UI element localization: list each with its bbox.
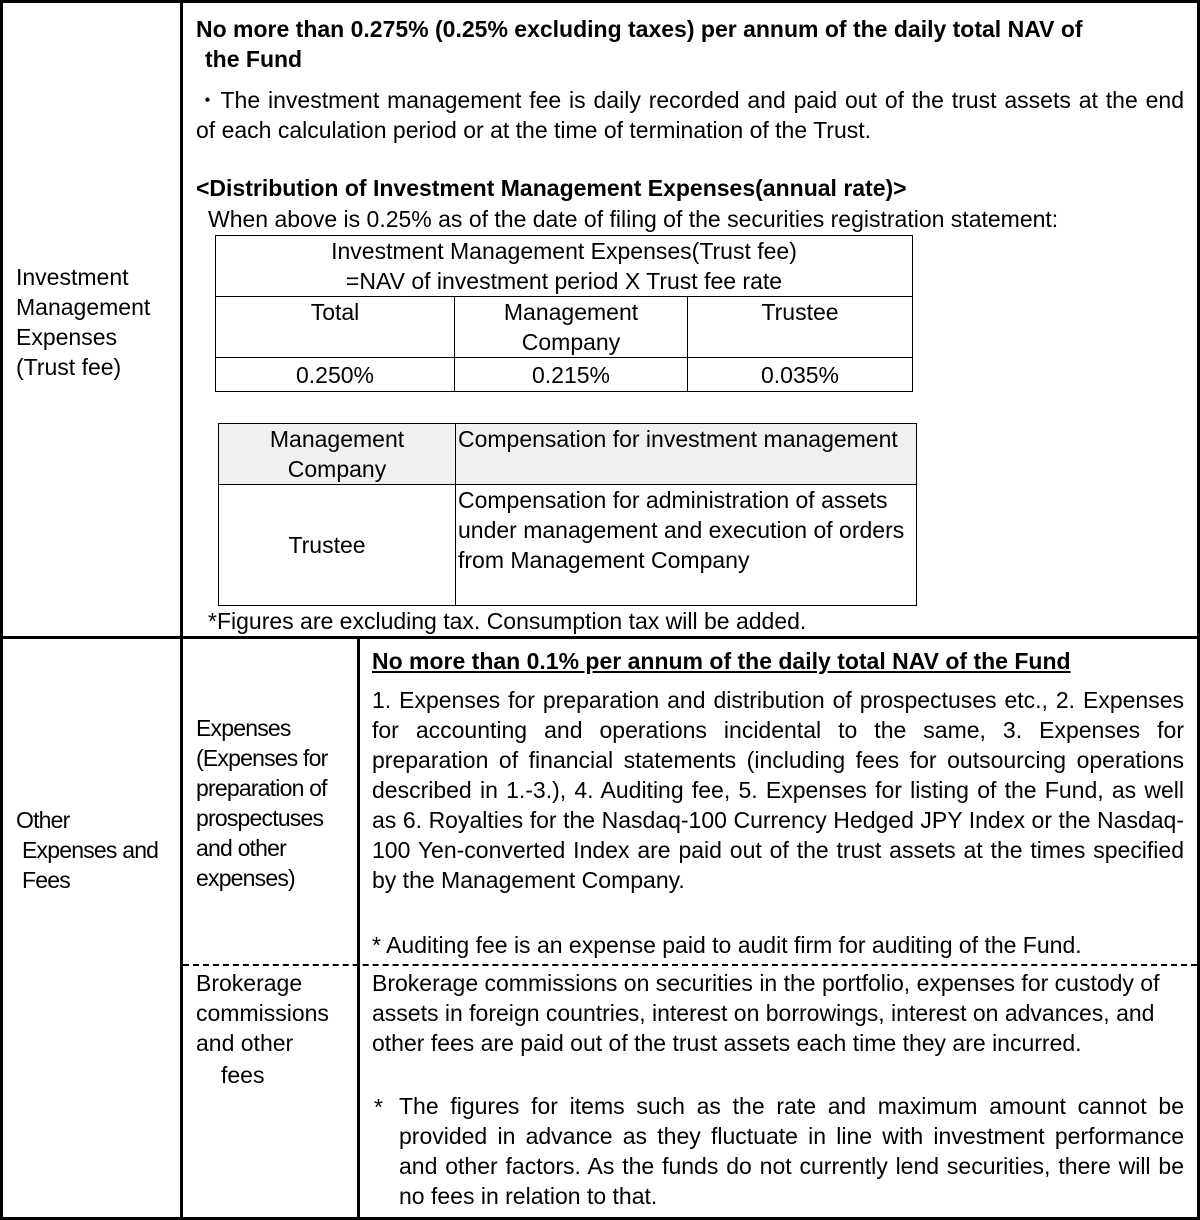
column-trustee: Trustee xyxy=(688,297,913,358)
distribution-title: <Distribution of Investment Management Expenses(annual rate)> xyxy=(196,175,907,201)
brokerage-note-mark: * xyxy=(374,1094,383,1120)
role-management-company-description: Compensation for investment management xyxy=(456,424,917,485)
divider-sub-row xyxy=(183,964,1197,966)
column-management-company: Management Company xyxy=(455,297,688,358)
expenses-label: Expenses (Expenses for preparation of prospectuses and other expenses) xyxy=(196,715,328,891)
trust-fee-headline: No more than 0.275% (0.25% excluding taxes) per annum of the daily total NAV of the Fund xyxy=(196,16,1083,72)
fee-distribution-table xyxy=(215,235,913,392)
distribution-note: When above is 0.25% as of the date of filing of the securities registration statement: xyxy=(208,206,1059,232)
trust-fee-label: Investment Management Expenses (Trust fee) xyxy=(16,264,151,380)
brokerage-note: The figures for items such as the rate and maximum amount cannot be provided in advance as they fluctuate in line with investment performance and other factors. As the funds do not currently lend securities, there will be no fees in relation to that. xyxy=(399,1093,1184,1209)
divider-label-column xyxy=(180,0,183,1220)
value-management-company: 0.215% xyxy=(455,358,688,392)
divider-sub-column xyxy=(357,639,360,1220)
divider-row xyxy=(0,636,1200,639)
expenses-headline: No more than 0.1% per annum of the daily total NAV of the Fund xyxy=(372,648,1071,674)
fee-table-header: Investment Management Expenses(Trust fee) =NAV of investment period X Trust fee rate xyxy=(216,236,913,297)
brokerage-body: Brokerage commissions on securities in the portfolio, expenses for custody of assets in foreign countries, interest on borrowings, interest on advances, and other fees are paid out of the trust assets each time they are incurred. xyxy=(372,970,1160,1056)
role-trustee-description: Compensation for administration of assets under management and execution of orders from Management Company xyxy=(456,485,917,606)
role-table xyxy=(218,423,917,606)
trust-fee-bullet: ・The investment management fee is daily recorded and paid out of the trust assets at the end of each calculation period or at the time of termination of the Trust. xyxy=(196,87,1184,143)
auditing-fee-note: * Auditing fee is an expense paid to audit firm for auditing of the Fund. xyxy=(372,932,1082,958)
tax-footnote: *Figures are excluding tax. Consumption tax will be added. xyxy=(208,608,807,634)
value-trustee: 0.035% xyxy=(688,358,913,392)
value-total: 0.250% xyxy=(216,358,455,392)
role-management-company: Management Company xyxy=(219,424,456,485)
brokerage-label: Brokerage commissions and other fees xyxy=(196,970,329,1088)
other-expenses-label: Other Expenses and Fees xyxy=(16,807,159,893)
role-trustee: Trustee xyxy=(219,485,456,606)
expenses-body: 1. Expenses for preparation and distribution of prospectuses etc., 2. Expenses for accounting and operations incidental to the same, 3. Expenses for preparation of financial statements (including fees for outsourcing operations described in 1.-3.), 4. Auditing fee, 5. Expenses for listing of the Fund, as well as 6. Royalties for the Nasdaq-100 Currency Hedged JPY Index or the Nasdaq-100 Yen-converted Index are paid out of the trust assets at the times specified by the Management Company. xyxy=(372,687,1184,893)
column-total: Total xyxy=(216,297,455,358)
